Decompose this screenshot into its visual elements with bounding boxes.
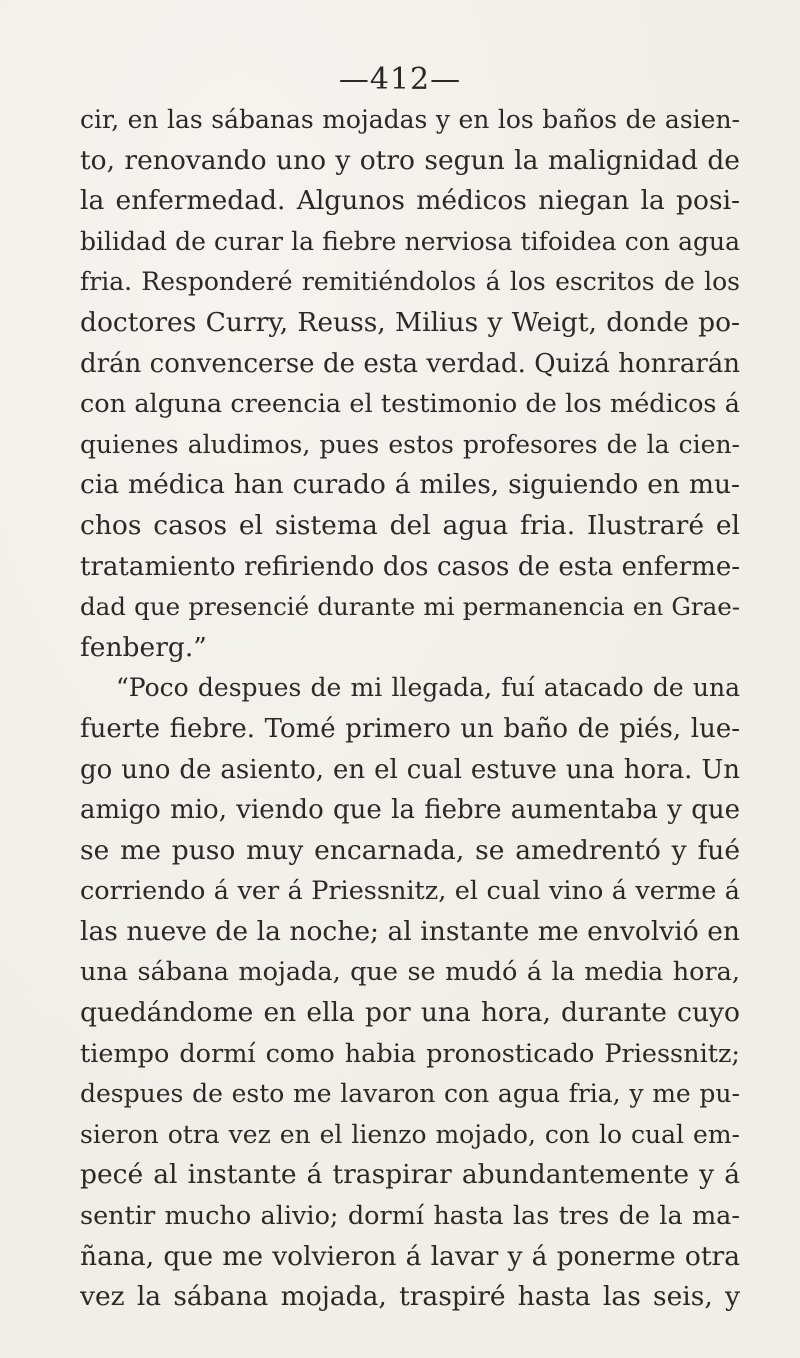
text-line: bilidad de curar la fiebre nerviosa tifoidea con agua: [80, 226, 740, 256]
text-line: tiempo dormí como habia pronosticado Priessnitz;: [80, 1038, 740, 1069]
text-line: sentir mucho alivio; dormí hasta las tres de la ma-: [80, 1201, 740, 1232]
page-number: —412—: [338, 62, 462, 97]
text-line: “Poco despues de mi llegada, fuí atacado de una: [116, 673, 740, 703]
text-line: to, renovando uno y otro segun la malignidad de: [80, 144, 740, 176]
text-line: dad que presencié durante mi permanencia en Grae-: [80, 592, 740, 622]
text-line: la enfermedad. Algunos médicos niegan la posi-: [80, 185, 740, 217]
text-line: pecé al instante á traspirar abundantemente y á: [80, 1159, 740, 1191]
text-line: cia médica han curado á miles, siguiendo en mu-: [80, 469, 740, 501]
text-line: go uno de asiento, en el cual estuve una hora. Un: [80, 754, 740, 785]
text-line: amigo mio, viendo que la fiebre aumentaba y que: [80, 795, 740, 826]
text-line: las nueve de la noche; al instante me envolvió en: [80, 915, 740, 947]
body-text: [80, 100, 740, 1318]
text-line: despues de esto me lavaron con agua fria, y me pu-: [80, 1079, 740, 1109]
text-line: corriendo á ver á Priessnitz, el cual vino á verme á: [80, 876, 740, 907]
text-line: tratamiento refiriendo dos casos de esta enferme-: [80, 551, 740, 582]
text-line: ñana, que me volvieron á lavar y á ponerme otra: [80, 1240, 740, 1272]
text-line: se me puso muy encarnada, se amedrentó y fué: [80, 834, 740, 866]
text-line: chos casos el sistema del agua fria. Ilustraré el: [80, 509, 740, 541]
text-line: doctores Curry, Reuss, Milius y Weigt, donde po-: [80, 306, 740, 338]
text-line: con alguna creencia el testimonio de los médicos á: [80, 389, 740, 420]
text-line: fenberg.”: [80, 631, 207, 663]
text-line: fuerte fiebre. Tomé primero un baño de piés, lue-: [80, 713, 740, 744]
text-line: quienes aludimos, pues estos profesores de la cien-: [80, 429, 740, 459]
text-line: una sábana mojada, que se mudó á la media hora,: [80, 957, 740, 988]
text-line: vez la sábana mojada, traspiré hasta las seis, y: [80, 1281, 740, 1313]
text-line: cir, en las sábanas mojadas y en los baños de asien-: [80, 105, 740, 134]
text-line: drán convencerse de esta verdad. Quizá honrarán: [80, 348, 740, 379]
text-line: fria. Responderé remitiéndolos á los escritos de los: [80, 267, 740, 297]
text-line: sieron otra vez en el lienzo mojado, con lo cual em-: [80, 1119, 740, 1149]
text-line: quedándome en ella por una hora, durante cuyo: [80, 997, 740, 1029]
